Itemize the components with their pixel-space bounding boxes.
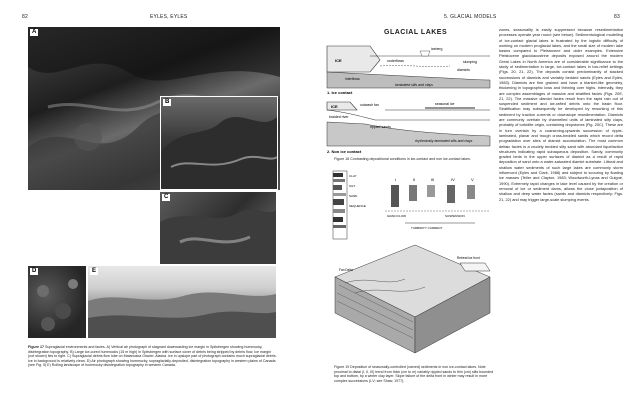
panel-ice-contact (327, 46, 490, 95)
outwash-label: outwash fan (360, 103, 379, 107)
photo-c-label: C (164, 194, 169, 200)
rippled-label: rippled sands (370, 125, 391, 129)
ice-label-1: ICE (335, 58, 342, 63)
figure-18-diagram (325, 38, 495, 156)
figure-17-caption (28, 345, 278, 368)
fan-delta-label: Fan Delta (339, 268, 353, 272)
seq-col-3 (427, 185, 435, 197)
photo-e-label: E (92, 268, 97, 274)
seq-IV: IV (451, 177, 455, 182)
panel-non-ice-contact (327, 102, 490, 154)
figure-19-diagram (325, 167, 495, 362)
grain-flow-label: GRAIN FLOW (387, 214, 407, 218)
outwash-slope (327, 110, 490, 120)
figure-19-caption: Figure 19 Deposition of seasonally-controlled (varved) sediments in non ice-contact lakes. Note proximal to distal (I, II, III) trend from thick (cm to m) variably rippled sands to thin (cm) silts bounded top and bottom, by a winter clay layer. Slope failure of the delta front in winter may result in more complex successions (I-V; see Shaw, 1977). (334, 365, 494, 383)
sequence-label: SEQUENCE (349, 204, 366, 208)
figure-17-lead: Figure 17 (28, 345, 44, 349)
strat-bed-7 (333, 217, 343, 222)
strat-bed-2 (333, 179, 345, 182)
seq-I: I (395, 177, 397, 182)
right-running-head: 5. GLACIAL MODELS (444, 14, 497, 20)
photo-c-texture (160, 192, 276, 264)
seq-col-1 (391, 185, 399, 207)
right-page-number: 83 (614, 14, 620, 20)
rhythmic-label: rhythmically laminated silts and clays (415, 139, 473, 143)
figure-18-caption: Figure 18 Contrasting depositional conditions in ice-contact and non ice-contact lakes. (334, 157, 471, 161)
retreat-ice-shape (460, 263, 490, 271)
photo-b-label: B (165, 99, 170, 105)
photo-e-texture (88, 266, 276, 338)
photo-d-texture (28, 266, 86, 338)
strat-bed-8 (333, 225, 346, 228)
strat-bed-3 (333, 185, 342, 190)
strat-bed-4 (333, 193, 346, 196)
strat-bed-5 (333, 199, 344, 205)
clay-label: CLAY (349, 174, 357, 178)
left-running-head: EYLES, EYLES (150, 14, 188, 20)
suspension-label: SUSPENSION (445, 214, 465, 218)
silt-label: SILT (349, 184, 356, 188)
ice-label-2: ICE (331, 104, 338, 109)
seq-II: II (413, 177, 416, 182)
iceberg-label: iceberg (431, 47, 443, 51)
slumping-label: slumping (463, 60, 478, 64)
underflows-label: underflows (387, 59, 404, 63)
turbidity-label: TURBIDITY CURRENT (411, 226, 443, 230)
underflow-arrow-1 (380, 65, 450, 66)
braided-label: braided river (329, 115, 349, 119)
photo-b-texture (161, 97, 277, 189)
grain-size-column (333, 171, 366, 239)
seq-col-5 (467, 185, 475, 199)
seq-col-2 (409, 185, 417, 201)
diamicts-label: diamicts (457, 68, 470, 72)
right-page (319, 0, 638, 413)
interflows-label: interflows (345, 77, 360, 81)
seq-V: V (471, 177, 474, 182)
strat-bed-6 (333, 209, 345, 213)
photo-d (28, 266, 86, 338)
sequence-columns (385, 177, 490, 230)
seq-III: III (431, 177, 435, 182)
iceberg-shape (420, 51, 430, 56)
seasonal-ice-label: seasonal ice (435, 102, 455, 106)
photo-b (160, 96, 278, 190)
laminated-label: laminated silts and clays (395, 83, 433, 87)
photo-a-label: A (32, 29, 37, 35)
figure-17-text: Supraglacial environments and facies. A) Vertical air photograph of stagnant downwasting ice margin in Spitsbergen showing hummocky, disintegration topography. B) Large ice-cored hummocks (15 m high) in Spitsbergen with surface cover of debris being stripped by debris flow. Ice margin (not shown) lies to right. C) Supraglacial debris flow lobe on Matanuska Glacier, Alaska. Ice in upslope part of photograph contains much supraglacial debris. Ice in background is relatively clean. D) Air photograph showing hummocky, supraglacially-deposited, disintegration topography in western plains of Canada (see Fig. 5) E) Rolling landscape of hummocky disintegration topography in western Canada. (28, 345, 277, 368)
strat-bed-1 (333, 173, 343, 177)
photo-c (160, 192, 276, 264)
photo-d-label: D (32, 268, 37, 274)
panel1-title: 1. Ice contact (327, 90, 353, 95)
sand-label: SAND (349, 194, 358, 198)
seq-col-4 (447, 185, 455, 203)
body-text: zones, seasonality is easily suppressed because resedimentation processes operate year round (see below). Sedimentological modelling of ice-contact glacial lakes is frustrated by the logistic difficulty of working on modern proglacial lakes, and the small size of modern lake basins compared to Pleistocene and older examples. Extensive Pleistocene glaciolacustrine deposits exposed around the modern Great Lakes in North America are of considerable significance to the study of sedimentation in large, ice-contact lakes in low-relief settings (Figs. 20, 21, 22). The deposits consist predominantly of stacked successions of diamicts and variably bedded sands (Eyles and Eyles, 1983). Diamicts are fine grained and have a blanket-like geometry, thickening in topographic lows and thinning over highs. Internally, they are complex assemblages of massive and stratified facies (Figs. 20E, 21, 22). The massive diamict facies result from the rapid rain out of suspended sediment and ice-rafted debris onto the basin floor. Stratification may subsequently be developed by reworking of this sediment by traction currents or downslope resedimentation. Diamicts are commonly overlain by channelled units of laminated silty clays, probably of turbidite origin, containing dropstones (Fig. 20C). These are in turn overlain by a coarsening-upwards succession of ripple-laminated, planar and trough cross-bedded sands which record delta progradation over sites of diamict accumulation. The most common deltaic facies is a crudely bedded silty sand with abundant liquefaction structures indicating rapid subaqueous deposition. Sandy, commonly graded beds in the upper surfaces of diamict as a result of rapid deposition of sand onto a water-saturated diamict substrate. Littoral and shallow water sediments of such large lakes are commonly storm influenced (Eyles and Clark, 1988) and subject to scouring by floating ice masses (Teller and Clayton, 1983; Woodworth-Lynas and Guigné, 1990). Extremely rapid changes in lake level caused by the creation or removal of ice or sediment dams, allows the close juxtaposition of shallow and deep water facies (sands and diamicts respectively; Figs. 21, 22) and may trigger large-scale slumping events. (499, 27, 623, 202)
block-diagram (335, 245, 490, 353)
left-page-number: 82 (22, 14, 28, 20)
figure-title: GLACIAL LAKES (384, 29, 448, 36)
retreat-label: Retreat ice front (457, 256, 480, 260)
photo-e (88, 266, 276, 338)
panel2-title: 2. Non ice contact (327, 149, 362, 154)
